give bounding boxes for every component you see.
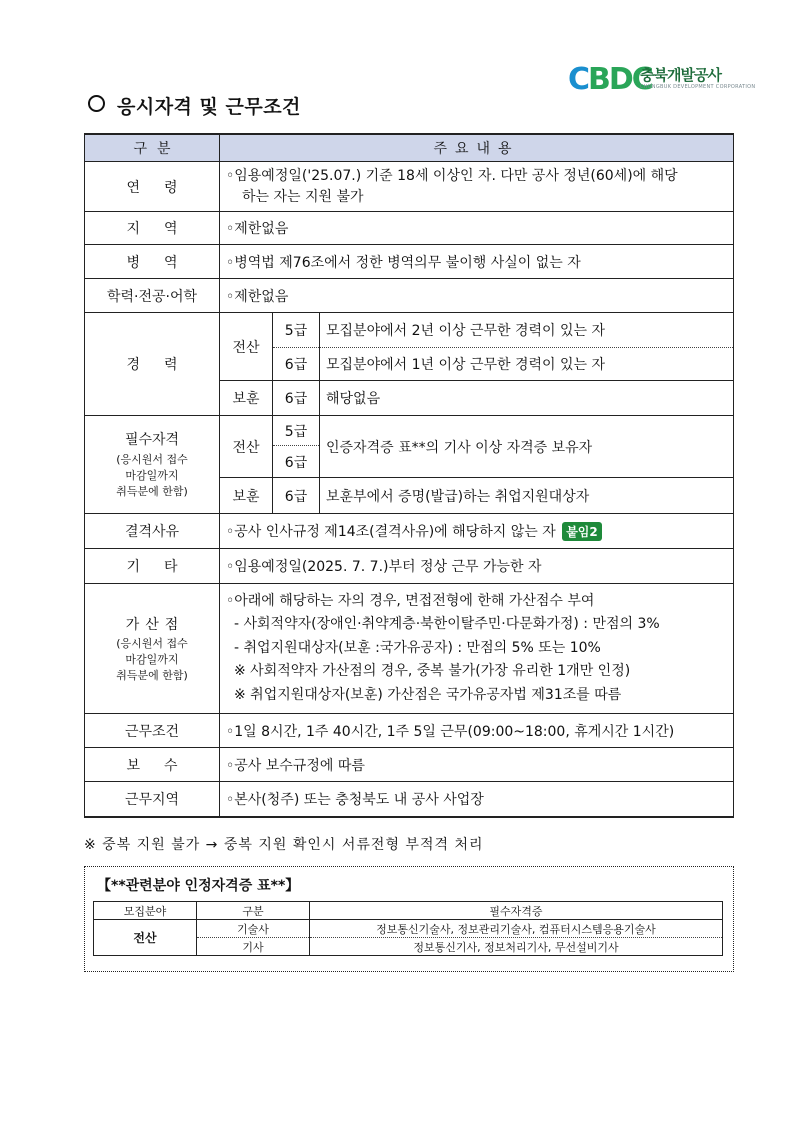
row-content-work-conditions: ◦1일 8시간, 1주 40시간, 1주 5일 근무(09:00~18:00, 휴게시간 1시간) — [220, 714, 734, 748]
row-label-region: 지역 — [85, 212, 220, 245]
cert-box-title: 【**관련분야 인정자격증 표**】 — [97, 878, 300, 894]
table-header-row — [85, 134, 734, 162]
cert-table-header — [94, 902, 723, 920]
row-label-education: 학력·전공·어학 — [85, 279, 220, 313]
row-label-other: 기타 — [85, 549, 220, 584]
table-row — [85, 782, 734, 817]
career-text: 모집분야에서 2년 이상 근무한 경력이 있는 자 — [320, 313, 734, 348]
table-row — [85, 313, 734, 348]
row-content-military: ◦병역법 제76조에서 정한 병역의무 불이행 사실이 없는 자 — [220, 245, 734, 279]
career-text: 해당없음 — [320, 381, 734, 416]
career-field: 보훈 — [220, 381, 273, 416]
bonus-line: ※ 취업지원대상자(보훈) 가산점은 국가유공자법 제31조를 따름 — [234, 686, 622, 703]
row-content-salary: ◦공사 보수규정에 따름 — [220, 748, 734, 782]
table-row — [85, 245, 734, 279]
attachment-badge: 붙임2 — [562, 522, 602, 541]
row-label-age: 연령 — [85, 162, 220, 212]
bonus-line: ◦아래에 해당하는 자의 경우, 면접전형에 한해 가산점수 부여 — [226, 592, 595, 609]
cert-list: 정보통신기술사, 정보관리기술사, 컴퓨터시스템응용기술사 — [310, 920, 723, 938]
table-row — [85, 416, 734, 446]
qualification-field: 전산 — [220, 416, 273, 478]
row-label-disqualification: 결격사유 — [85, 514, 220, 549]
career-text: 모집분야에서 1년 이상 근무한 경력이 있는 자 — [320, 348, 734, 381]
cert-field: 전산 — [94, 920, 197, 956]
career-grade: 6급 — [273, 348, 320, 381]
row-label-qualification: 필수자격 (응시원서 접수 마감일까지 취득분에 한함) — [85, 416, 220, 514]
qualification-grade: 6급 — [273, 478, 320, 514]
cert-table — [93, 901, 723, 956]
row-content-location: ◦본사(청주) 또는 충청북도 내 공사 사업장 — [220, 782, 734, 817]
section-title: 응시자격 및 근무조건 — [88, 92, 301, 119]
logo-name-en: CHUNGBUK DEVELOPMENT CORPORATION — [640, 84, 756, 90]
row-content-disqualification: ◦공사 인사규정 제14조(결격사유)에 해당하지 않는 자 붙임2 — [220, 514, 734, 549]
row-label-career: 경력 — [85, 313, 220, 416]
qualification-field: 보훈 — [220, 478, 273, 514]
row-label-location: 근무지역 — [85, 782, 220, 817]
header-category: 구분 — [85, 134, 220, 162]
career-field: 전산 — [220, 313, 273, 381]
row-content-age: ◦임용예정일('25.07.) 기준 18세 이상인 자. 다만 공사 정년(60세)에 해당 하는 자는 지원 불가 — [220, 162, 734, 212]
qualification-text: 인증자격증 표**의 기사 이상 자격증 보유자 — [320, 416, 734, 478]
table-row — [85, 162, 734, 212]
row-content-other: ◦임용예정일(2025. 7. 7.)부터 정상 근무 가능한 자 — [220, 549, 734, 584]
table-row — [94, 920, 723, 938]
circle-bullet-icon — [88, 95, 105, 112]
logo-mark: CBDC — [568, 62, 652, 97]
table-row — [85, 549, 734, 584]
row-label-bonus: 가산점 (응시원서 접수 마감일까지 취득분에 한함) — [85, 584, 220, 714]
cert-header-field: 모집분야 — [94, 902, 197, 920]
qualification-grade: 5급 — [273, 416, 320, 446]
duplicate-application-note: ※ 중복 지원 불가 → 중복 지원 확인시 서류전형 부적격 처리 — [84, 837, 484, 853]
table-row — [85, 584, 734, 714]
row-label-military: 병역 — [85, 245, 220, 279]
cert-header-type: 구분 — [197, 902, 310, 920]
logo-name-ko: 충북개발공사 — [640, 66, 721, 84]
table-row — [85, 212, 734, 245]
cert-header-certs: 필수자격증 — [310, 902, 723, 920]
table-row — [85, 514, 734, 549]
qualification-text: 보훈부에서 증명(발급)하는 취업지원대상자 — [320, 478, 734, 514]
company-logo — [568, 58, 756, 98]
cert-box — [84, 866, 734, 972]
row-label-salary: 보수 — [85, 748, 220, 782]
row-content-region: ◦제한없음 — [220, 212, 734, 245]
table-row — [85, 279, 734, 313]
eligibility-table — [84, 133, 734, 818]
cert-type: 기사 — [197, 938, 310, 956]
career-grade: 5급 — [273, 313, 320, 348]
table-row — [85, 714, 734, 748]
career-grade: 6급 — [273, 381, 320, 416]
row-content-education: ◦제한없음 — [220, 279, 734, 313]
row-content-bonus — [220, 584, 734, 714]
cert-type: 기술사 — [197, 920, 310, 938]
bonus-line: - 사회적약자(장애인·취약계층·북한이탈주민·다문화가정) : 만점의 3% — [234, 616, 660, 633]
row-label-work-conditions: 근무조건 — [85, 714, 220, 748]
qualification-grade: 6급 — [273, 446, 320, 478]
bonus-line: ※ 사회적약자 가산점의 경우, 중복 불가(가장 유리한 1개만 인정) — [234, 663, 631, 680]
header-content: 주요내용 — [220, 134, 734, 162]
bonus-line: - 취업지원대상자(보훈 :국가유공자) : 만점의 5% 또는 10% — [234, 639, 601, 656]
cert-list: 정보통신기사, 정보처리기사, 무선설비기사 — [310, 938, 723, 956]
table-row — [85, 748, 734, 782]
